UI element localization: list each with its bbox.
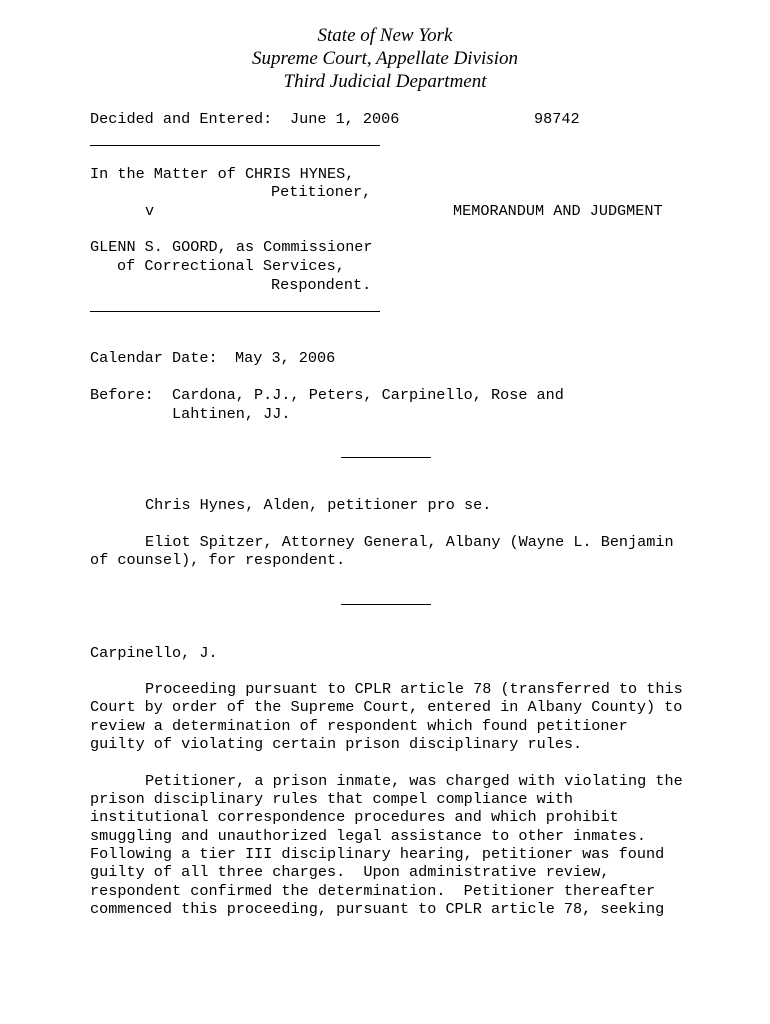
body-line: commenced this proceeding, pursuant to CPLR article 78, seeking <box>90 900 665 918</box>
respondent-role: Respondent. <box>271 276 372 294</box>
body-line: respondent confirmed the determination. Petitioner thereafter <box>90 882 656 900</box>
appearance-respondent-line-1: Eliot Spitzer, Attorney General, Albany (Wayne L. Benjamin <box>145 533 674 551</box>
opinion-author: Carpinello, J. <box>90 644 218 662</box>
before-line-2: Lahtinen, JJ. <box>172 405 291 423</box>
caption-bottom-rule <box>90 311 380 312</box>
calendar-label: Calendar Date: <box>90 349 218 367</box>
before-line-1: Cardona, P.J., Peters, Carpinello, Rose and <box>172 386 564 404</box>
petitioner-role: Petitioner, <box>271 183 372 201</box>
before-label: Before: <box>90 386 154 404</box>
respondent-line-2: of Correctional Services, <box>117 257 345 275</box>
body-line: institutional correspondence procedures and which prohibit <box>90 808 619 826</box>
section-divider <box>341 457 431 458</box>
court-name: Supreme Court, Appellate Division <box>252 48 518 69</box>
body-line: guilty of all three charges. Upon administrative review, <box>90 863 610 881</box>
body-line: Following a tier III disciplinary hearing, petitioner was found <box>90 845 665 863</box>
body-line: Court by order of the Supreme Court, entered in Albany County) to <box>90 698 683 716</box>
body-line: Proceeding pursuant to CPLR article 78 (transferred to this <box>145 680 683 698</box>
court-state: State of New York <box>317 25 453 46</box>
calendar-date: May 3, 2006 <box>235 349 336 367</box>
body-line: guilty of violating certain prison disciplinary rules. <box>90 735 583 753</box>
section-divider <box>341 604 431 605</box>
court-department: Third Judicial Department <box>283 71 487 92</box>
docket-number: 98742 <box>534 110 580 128</box>
body-line: prison disciplinary rules that compel compliance with <box>90 790 574 808</box>
respondent-line-1: GLENN S. GOORD, as Commissioner <box>90 238 373 256</box>
decided-date: June 1, 2006 <box>290 110 400 128</box>
matter-line: In the Matter of CHRIS HYNES, <box>90 165 355 183</box>
decided-label: Decided and Entered: <box>90 110 273 128</box>
caption-top-rule <box>90 145 380 146</box>
document-type: MEMORANDUM AND JUDGMENT <box>453 202 663 220</box>
versus: v <box>145 202 155 220</box>
body-line: Petitioner, a prison inmate, was charged with violating the <box>145 772 683 790</box>
appearance-respondent-line-2: of counsel), for respondent. <box>90 551 346 569</box>
body-line: smuggling and unauthorized legal assistance to other inmates. <box>90 827 646 845</box>
body-line: review a determination of respondent which found petitioner <box>90 717 628 735</box>
appearance-petitioner: Chris Hynes, Alden, petitioner pro se. <box>145 496 492 514</box>
